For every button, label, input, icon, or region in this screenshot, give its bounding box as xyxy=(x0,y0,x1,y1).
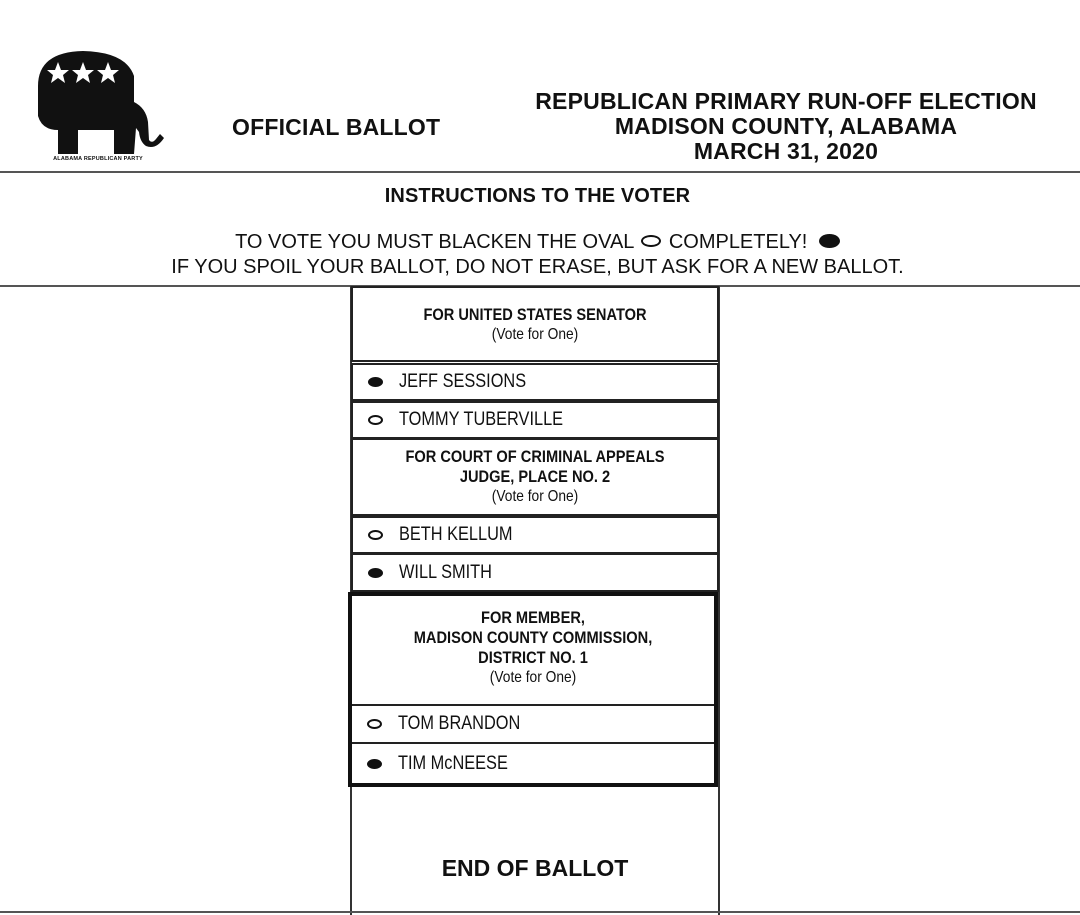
election-date: MARCH 31, 2020 xyxy=(693,138,879,164)
election-title xyxy=(510,89,1062,164)
marked-oval-icon[interactable] xyxy=(368,568,383,578)
instructions-text: COMPLETELY! xyxy=(668,231,808,253)
vote-for-one: (Vote for One) xyxy=(491,488,579,505)
vote-for-one: (Vote for One) xyxy=(491,326,579,343)
instructions-line-1 xyxy=(0,231,1075,254)
contest-header-county-commission xyxy=(352,596,714,706)
empty-oval-icon[interactable] xyxy=(367,719,382,729)
marked-oval-icon[interactable] xyxy=(368,377,383,387)
header-divider xyxy=(0,171,1080,173)
office-title: FOR COURT OF CRIMINAL APPEALS xyxy=(405,447,665,466)
empty-oval-icon xyxy=(641,235,661,247)
candidate-row[interactable] xyxy=(351,553,719,592)
office-title: FOR MEMBER, xyxy=(481,608,585,627)
candidate-row[interactable] xyxy=(352,706,714,744)
marked-oval-icon[interactable] xyxy=(367,759,382,769)
instructions-text: TO VOTE YOU MUST BLACKEN THE OVAL xyxy=(235,231,634,253)
candidate-name: TIM McNEESE xyxy=(398,752,508,774)
republican-elephant-icon xyxy=(28,46,168,156)
candidate-name: TOMMY TUBERVILLE xyxy=(399,409,564,430)
empty-oval-icon[interactable] xyxy=(368,415,383,425)
candidate-row[interactable] xyxy=(351,516,719,554)
office-title: FOR UNITED STATES SENATOR xyxy=(423,305,647,324)
end-of-ballot: END OF BALLOT xyxy=(441,855,629,881)
election-title-line: MADISON COUNTY, ALABAMA xyxy=(614,113,958,139)
candidate-row[interactable] xyxy=(352,744,714,783)
vote-for-one: (Vote for One) xyxy=(489,669,577,686)
logo-caption: ALABAMA REPUBLICAN PARTY xyxy=(53,156,143,162)
candidate-name: JEFF SESSIONS xyxy=(399,371,527,392)
candidate-name: TOM BRANDON xyxy=(398,713,521,734)
instructions-title: INSTRUCTIONS TO THE VOTER xyxy=(384,185,691,207)
candidate-row[interactable] xyxy=(351,363,719,401)
contest-header-senator xyxy=(351,286,719,362)
filled-oval-icon xyxy=(819,234,840,248)
candidate-name: BETH KELLUM xyxy=(399,524,513,545)
empty-oval-icon[interactable] xyxy=(368,530,383,540)
party-logo xyxy=(28,46,168,166)
bottom-divider xyxy=(0,911,1080,913)
office-title: MADISON COUNTY COMMISSION, xyxy=(413,628,653,647)
election-title-line: REPUBLICAN PRIMARY RUN-OFF ELECTION xyxy=(535,88,1037,114)
candidate-row[interactable] xyxy=(351,401,719,439)
office-title: JUDGE, PLACE NO. 2 xyxy=(459,467,611,486)
candidate-name: WILL SMITH xyxy=(399,561,492,583)
official-ballot-title: OFFICIAL BALLOT xyxy=(232,114,441,140)
office-title: DISTRICT NO. 1 xyxy=(478,648,588,667)
instructions-line-2: IF YOU SPOIL YOUR BALLOT, DO NOT ERASE, BUT ASK FOR A NEW BALLOT. xyxy=(171,256,904,278)
contest-header-court-of-criminal-appeals xyxy=(351,438,719,516)
